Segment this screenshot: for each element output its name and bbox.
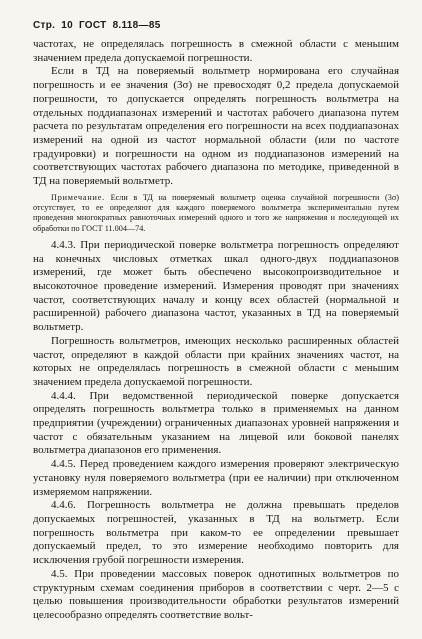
paragraph-extended-ranges: Погрешность вольтметров, имеющих несколько расширенных областей частот, определяют в каждой области при крайних значениях частот, на которых не определялась погрешность в смежной области с меньшим значением предела допускаемой погрешности. xyxy=(33,334,399,388)
standard-code: 8.118—85 xyxy=(112,20,161,31)
paragraph-continuation: частотах, не определялась погрешность в смежной области с меньшим значением предела допускаемой погрешности. xyxy=(33,38,399,64)
note-lead: Примечание. xyxy=(51,192,105,202)
note-text: Если в ТД на поверяемый вольтметр оценка случайной погрешности (3σ) отсутствует, то ее определяют для каждого поверяемого вольтметра экспериментально путем проведения многократных равноточных измерений одного и того же напряжения и последующей их обработки по ГОСТ 11.004—74. xyxy=(33,192,400,233)
note-block xyxy=(33,193,399,234)
paragraph-4-4-4: 4.4.4. При ведомственной периодической поверке допускается определять погрешность вольтметра только в применяемых на данном предприятии (учреждении) ограниченных диапазонах уровней напряжения и частот с обязательным указанием на лицевой или боковой панелях вольтметра диапазонов его применения. xyxy=(33,389,399,457)
paragraph-4-5: 4.5. При проведении массовых поверок однотипных вольтметров по структурным схемам соединения приборов в соответствии с черт. 2—5 с целью повышения производительности обработки результатов измерений целесообразно определять соответствие вольт- xyxy=(33,567,399,621)
standard-label: ГОСТ xyxy=(78,20,107,31)
paragraph-4-4-5: 4.4.5. Перед проведением каждого измерения проверяют электрическую установку нуля поверяемого вольтметра (при ее наличии) при отключенном измеряемом напряжении. xyxy=(33,458,399,498)
paragraph-random-error: Если в ТД на поверяемый вольтметр нормирована его случайная погрешность и ее значения (3σ) не превосходят 0,2 предела допускаемой погрешности, то допускается определять погрешность вольтметра на отдельных поддиапазонах измерений и частотах рабочего диапазона путем расчета по результатам определения его погрешности на всех поддиапазонах измерений на одной из частот нормальной области (или по частоте градуировки) и погрешности на одном из поддиапазонов измерений на соответствующих частотах рабочего диапазона по методике, приведенной в ТД на поверяемый вольтметр. xyxy=(33,65,399,188)
page-header xyxy=(33,20,167,31)
document-body xyxy=(33,38,399,623)
page-prefix: Стр. xyxy=(33,20,56,31)
paragraph-4-4-3: 4.4.3. При периодической поверке вольтметра погрешность определяют на конечных числовых отметках шкал одного-двух поддиапазонов измерений, где может быть обеспечено высокопроизводительное и высокоточное проведение измерений. Измерения проводят при значениях частот, соответствующих началу и концу всех областей (нормальной и расширенной) рабочего диапазона частот, указанных в ТД на поверяемый вольтметр. xyxy=(33,238,399,334)
page-number: 10 xyxy=(61,20,73,31)
paragraph-4-4-6: 4.4.6. Погрешность вольтметра не должна превышать пределов допускаемых погрешностей, указанных в ТД на вольтметр. Если погрешность вольтметра при каком-то ее определении превышает допускаемый предел, то это измерение необходимо повторить для исключения грубой погрешности измерения. xyxy=(33,499,399,567)
